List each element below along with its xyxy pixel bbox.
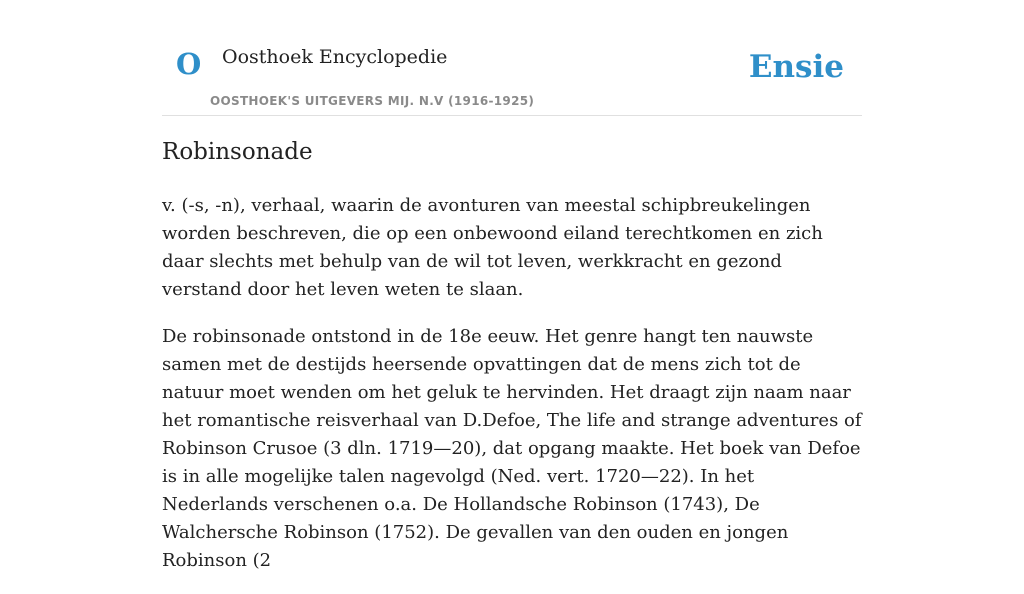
article-paragraph: De robinsonade ontstond in de 18e eeuw. Het genre hangt ten nauwste samen met de destijds heersende opvattingen dat de mens zich tot de natuur moet wenden om het geluk te hervinden. Het draagt zijn naam naar het romantische reisverhaal van D.Defoe, The life and strange adventures of Robinson Crusoe (3 dln. 1719—20), dat opgang maakte. Het boek van Defoe is in alle mogelijke talen nagevolgd (Ned. vert. 1720—22). In het Nederlands verschenen o.a. De Hollandsche Robinson (1743), De Walchersche Robinson (1752). De gevallen van den ouden en jongen Robinson (2	[162, 326, 862, 571]
site-header	[162, 30, 862, 116]
article-paragraph: v. (-s, -n), verhaal, waarin de avonturen van meestal schipbreukelingen worden beschreven, die op een onbewoond eiland terechtkomen en zich daar slechts met behulp van de wil tot leven, werkkracht en gezond verstand door het leven weten te slaan.	[162, 195, 823, 300]
book-logo-letter[interactable]: O	[176, 47, 202, 81]
article-body	[162, 192, 862, 594]
ensie-brand-logo[interactable]: Ensie	[748, 49, 844, 85]
publisher-label: OOSTHOEK'S UITGEVERS MIJ. N.V (1916-1925)	[210, 94, 535, 108]
book-title-link[interactable]: Oosthoek Encyclopedie	[222, 46, 448, 68]
article-title: Robinsonade	[162, 139, 313, 165]
